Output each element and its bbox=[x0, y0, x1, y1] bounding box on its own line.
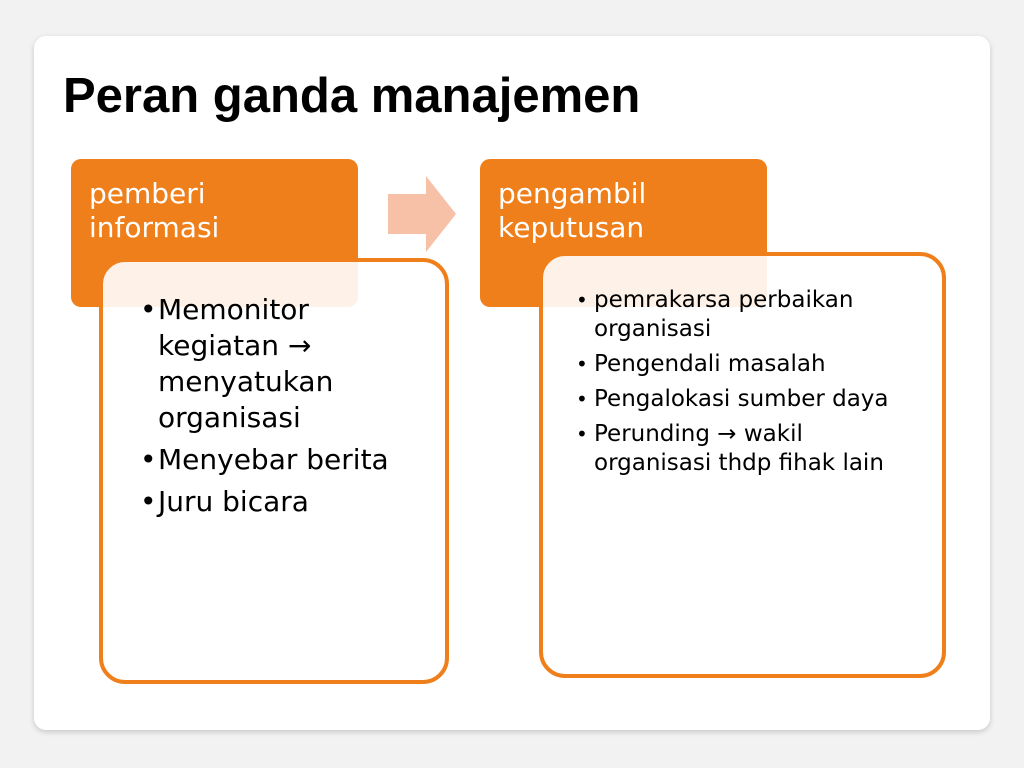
header-right-line-1: pengambil bbox=[498, 177, 647, 210]
list-item: • Menyebar berita bbox=[140, 442, 425, 478]
list-item: • Memonitor kegiatan → menyatukan organisasi bbox=[140, 292, 425, 436]
header-right-line-2: keputusan bbox=[498, 211, 645, 244]
right-arrow-icon bbox=[388, 176, 456, 252]
list-item: • Perunding → wakil organisasi thdp fihak lain bbox=[576, 420, 922, 478]
header-left-line-1: pemberi bbox=[89, 177, 206, 210]
content-box-left bbox=[99, 258, 449, 684]
header-left-line-2: informasi bbox=[89, 211, 220, 244]
bullet-list-right bbox=[576, 286, 922, 478]
list-item: • pemrakarsa perbaikan organisasi bbox=[576, 286, 922, 344]
list-item: • Pengalokasi sumber daya bbox=[576, 385, 922, 414]
bullet-list-left bbox=[140, 292, 425, 520]
list-item: • Juru bicara bbox=[140, 484, 425, 520]
content-box-right bbox=[539, 252, 946, 678]
slide-title: Peran ganda manajemen bbox=[63, 69, 641, 123]
list-item: • Pengendali masalah bbox=[576, 350, 922, 379]
